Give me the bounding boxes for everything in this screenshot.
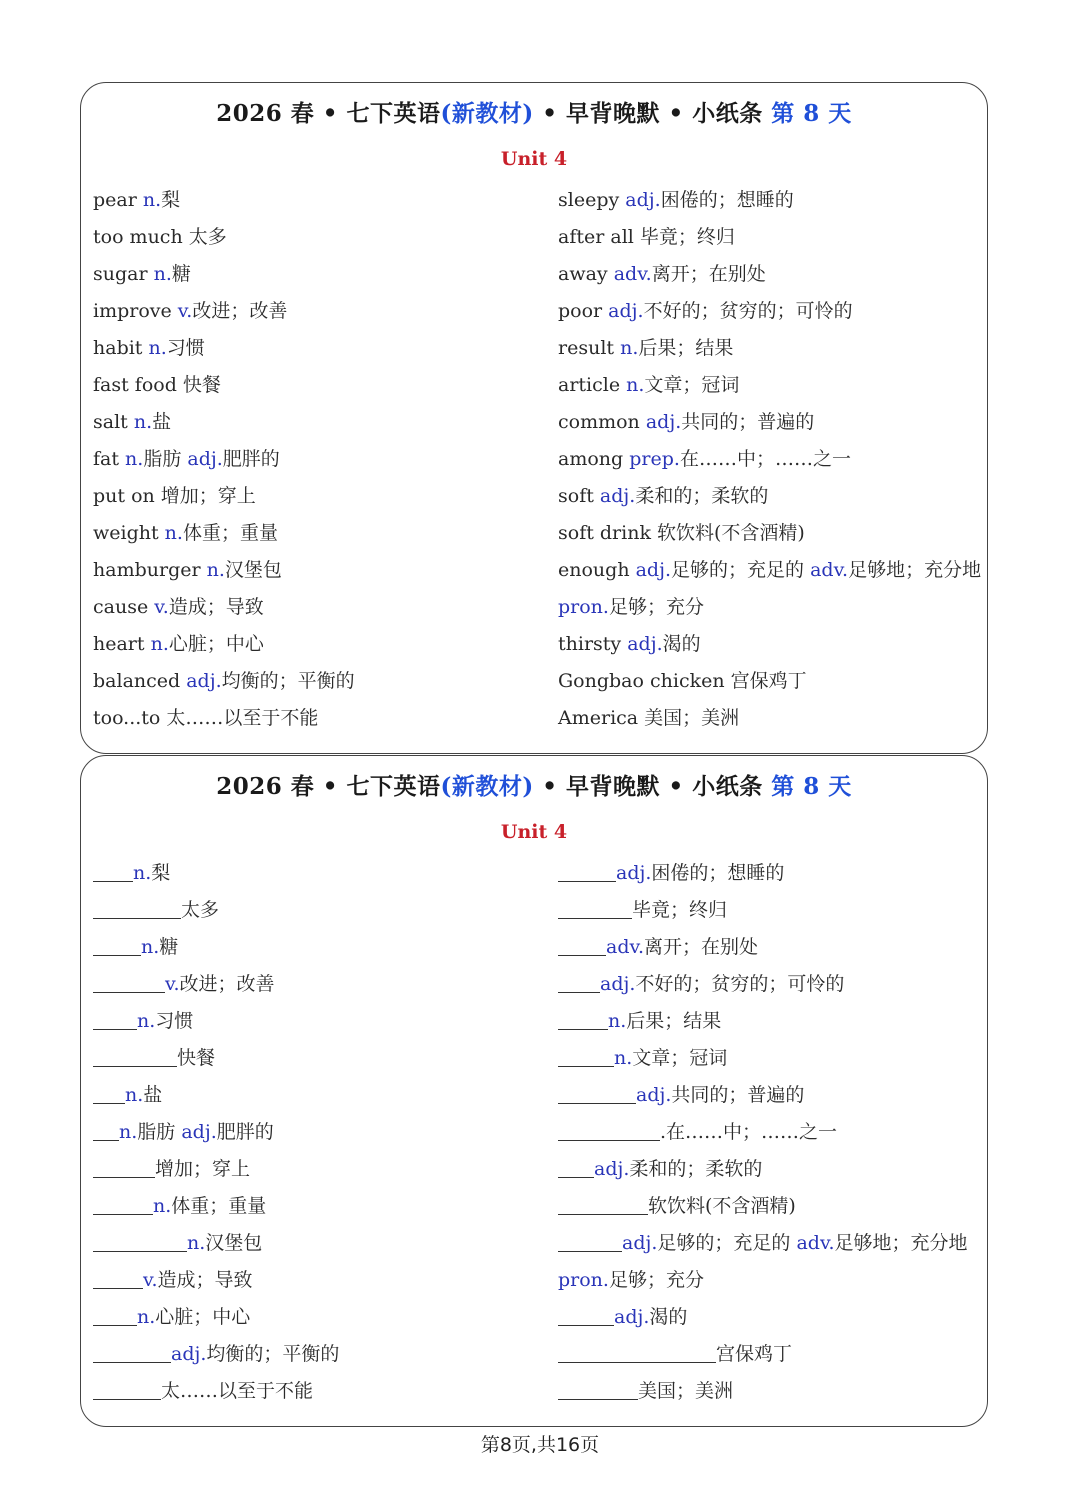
card-title: 2026 春 • 七下英语(新教材) • 早背晚默 • 小纸条 第 8 天 (216, 100, 852, 127)
quiz-entry (93, 1080, 543, 1117)
answer-blank (558, 1083, 636, 1104)
day-label: 第 8 天 (771, 773, 852, 800)
answer-blank (93, 1268, 143, 1289)
quiz-entry (93, 858, 543, 895)
vocab-entry (558, 666, 998, 703)
unit-label: Unit 4 (500, 148, 568, 170)
chinese-meaning: 足够地；充分地 (834, 1232, 968, 1254)
chinese-meaning: 均衡的；平衡的 (206, 1343, 340, 1365)
chinese-meaning: 毕竟；终归 (632, 899, 728, 921)
chinese-meaning: 太多 (181, 899, 220, 921)
part-of-speech: adj. (645, 411, 682, 433)
english-word: balanced (93, 670, 187, 692)
chinese-meaning: 渴的 (649, 1306, 688, 1328)
part-of-speech: adv. (796, 1232, 835, 1254)
part-of-speech: n. (153, 1195, 172, 1217)
part-of-speech: n. (608, 1010, 627, 1032)
chinese-meaning: 心脏；中心 (155, 1306, 251, 1328)
part-of-speech: v. (143, 1269, 158, 1291)
answer-blank (93, 1342, 171, 1363)
english-word: cause (93, 596, 155, 618)
chinese-meaning: 肥胖的 (216, 1121, 274, 1143)
vocab-entry (93, 555, 543, 592)
chinese-meaning: 足够；充分 (608, 596, 704, 618)
chinese-meaning: 毕竟；终归 (639, 226, 735, 248)
english-word: fast food (93, 374, 183, 396)
part-of-speech: n. (137, 1306, 156, 1328)
quiz-entry (558, 1191, 998, 1228)
answer-blank (93, 1157, 155, 1178)
chinese-meaning: 糖 (171, 263, 191, 285)
english-word: too...to (93, 707, 167, 729)
english-word: article (558, 374, 627, 396)
english-word: too much (93, 226, 189, 248)
card-title: 2026 春 • 七下英语(新教材) • 早背晚默 • 小纸条 第 8 天 (216, 773, 852, 800)
english-word: fat (93, 448, 126, 470)
english-word: weight (93, 522, 165, 544)
part-of-speech: n. (153, 263, 172, 285)
quiz-entry (93, 1191, 543, 1228)
part-of-speech: adj. (636, 1084, 672, 1106)
chinese-meaning: 习惯 (155, 1010, 194, 1032)
quiz-entry (93, 1117, 543, 1154)
chinese-meaning: 汉堡包 (205, 1232, 263, 1254)
quiz-entry (93, 1006, 543, 1043)
quiz-entry (558, 1302, 998, 1339)
english-word: sleepy (558, 189, 626, 211)
chinese-meaning: 足够地；充分地 (848, 559, 982, 581)
quiz-entry (558, 895, 998, 932)
quiz-entry (93, 1265, 543, 1302)
quiz-entry (93, 1302, 543, 1339)
part-of-speech: n. (620, 337, 639, 359)
quiz-list-left (93, 858, 543, 1413)
quiz-entry (558, 1117, 998, 1154)
quiz-entry (558, 1265, 998, 1302)
part-of-speech: adj. (608, 300, 644, 322)
part-of-speech: n. (133, 411, 153, 433)
chinese-meaning: 习惯 (166, 337, 205, 359)
vocab-list-left (93, 185, 543, 740)
vocab-entry (558, 629, 998, 666)
chinese-meaning: 造成；导致 (168, 596, 264, 618)
part-of-speech: v. (177, 300, 193, 322)
vocab-entry (93, 370, 543, 407)
quiz-entry (93, 1043, 543, 1080)
vocab-entry (558, 518, 998, 555)
chinese-meaning: 足够的；充足的 (657, 1232, 797, 1254)
answer-blank (93, 1194, 153, 1215)
answer-blank (558, 1194, 648, 1215)
english-word: among (558, 448, 630, 470)
quiz-entry (558, 1006, 998, 1043)
chinese-meaning: 足够；充分 (608, 1269, 704, 1291)
chinese-meaning: 盐 (152, 411, 172, 433)
part-of-speech: adj. (594, 1158, 630, 1180)
chinese-meaning: 改进；改善 (179, 973, 275, 995)
part-of-speech: n. (206, 559, 225, 581)
answer-blank (558, 1120, 660, 1141)
chinese-meaning: 柔和的；柔软的 (635, 485, 769, 507)
chinese-meaning: 宫保鸡丁 (716, 1343, 793, 1365)
chinese-meaning: 渴的 (662, 633, 701, 655)
english-word: improve (93, 300, 178, 322)
part-of-speech: adj. (171, 1343, 207, 1365)
chinese-meaning: 改进；改善 (192, 300, 288, 322)
chinese-meaning: 心脏；中心 (168, 633, 264, 655)
vocab-entry (93, 444, 543, 481)
vocab-entry (93, 407, 543, 444)
part-of-speech: adj. (181, 1121, 217, 1143)
answer-blank (93, 1305, 137, 1326)
vocab-entry (558, 259, 998, 296)
answer-blank (93, 935, 141, 956)
chinese-meaning: 汉堡包 (224, 559, 282, 581)
part-of-speech: n. (142, 189, 162, 211)
part-of-speech: adj. (627, 633, 663, 655)
part-of-speech: v. (154, 596, 169, 618)
vocab-entry (93, 333, 543, 370)
chinese-meaning: 困倦的；想睡的 (660, 189, 794, 211)
english-word: habit (93, 337, 149, 359)
answer-blank (93, 1379, 161, 1400)
chinese-meaning: 增加；穿上 (155, 1158, 251, 1180)
vocab-entry (558, 592, 998, 629)
answer-blank (93, 1083, 125, 1104)
chinese-meaning: 太……以至于不能 (161, 1380, 314, 1402)
chinese-meaning: 不好的；贫穷的；可怜的 (635, 973, 845, 995)
chinese-meaning: 离开；在别处 (644, 936, 759, 958)
english-word: common (558, 411, 646, 433)
chinese-meaning: 共同的；普遍的 (681, 411, 815, 433)
vocab-entry (93, 222, 543, 259)
part-of-speech: n. (148, 337, 167, 359)
part-of-speech: adv. (613, 263, 652, 285)
part-of-speech: n. (133, 862, 152, 884)
chinese-meaning: 软饮料(不含酒精) (648, 1195, 796, 1217)
answer-blank (558, 1157, 594, 1178)
english-word: after all (558, 226, 640, 248)
chinese-meaning: 后果；结果 (638, 337, 734, 359)
answer-blank (93, 1046, 177, 1067)
chinese-meaning: 均衡的；平衡的 (221, 670, 355, 692)
quiz-entry (558, 1080, 998, 1117)
answer-blank (558, 1342, 716, 1363)
english-word: soft (558, 485, 600, 507)
vocab-entry (93, 592, 543, 629)
vocab-entry (558, 370, 998, 407)
part-of-speech: adj. (187, 448, 223, 470)
answer-blank (558, 1379, 638, 1400)
quiz-entry (93, 1154, 543, 1191)
answer-blank (558, 1046, 614, 1067)
part-of-speech: adj. (622, 1232, 658, 1254)
chinese-meaning: 美国；美洲 (638, 1380, 734, 1402)
chinese-meaning: 脂肪 (143, 448, 188, 470)
vocab-entry (558, 481, 998, 518)
vocab-entry (93, 703, 543, 740)
english-word: America (558, 707, 645, 729)
quiz-entry (558, 1228, 998, 1265)
vocab-entry (558, 555, 998, 592)
answer-blank (93, 861, 133, 882)
chinese-meaning: 快餐 (182, 374, 221, 396)
chinese-meaning: 体重；重量 (182, 522, 278, 544)
vocab-entry (93, 629, 543, 666)
chinese-meaning: 离开；在别处 (651, 263, 766, 285)
english-word: salt (93, 411, 134, 433)
vocab-entry (93, 296, 543, 333)
part-of-speech: adv. (606, 936, 645, 958)
vocab-entry (93, 259, 543, 296)
answer-blank (558, 935, 606, 956)
chinese-meaning: 太多 (188, 226, 227, 248)
vocab-card-quiz (80, 755, 988, 1427)
chinese-meaning: 美国；美洲 (644, 707, 740, 729)
quiz-entry (93, 969, 543, 1006)
part-of-speech: adj. (616, 862, 652, 884)
answer-blank (558, 1231, 622, 1252)
part-of-speech: prep. (629, 448, 680, 470)
part-of-speech: n. (614, 1047, 633, 1069)
english-word: away (558, 263, 614, 285)
chinese-meaning: 后果；结果 (626, 1010, 722, 1032)
chinese-meaning: 柔和的；柔软的 (629, 1158, 763, 1180)
english-word: soft drink (558, 522, 658, 544)
part-of-speech: adj. (600, 973, 636, 995)
quiz-entry (93, 895, 543, 932)
english-word: result (558, 337, 621, 359)
part-of-speech: adj. (599, 485, 636, 507)
vocab-entry (93, 518, 543, 555)
chinese-meaning: 困倦的；想睡的 (651, 862, 785, 884)
chinese-meaning: 体重；重量 (171, 1195, 267, 1217)
chinese-meaning: 足够的；充足的 (671, 559, 811, 581)
chinese-meaning: .在……中；……之一 (660, 1121, 838, 1143)
quiz-entry (558, 858, 998, 895)
answer-blank (558, 898, 632, 919)
quiz-entry (558, 1376, 998, 1413)
answer-blank (93, 972, 165, 993)
part-of-speech: n. (150, 633, 169, 655)
chinese-meaning: 造成；导致 (157, 1269, 253, 1291)
quiz-entry (93, 1376, 543, 1413)
quiz-list-right (558, 858, 998, 1413)
answer-blank (558, 1009, 608, 1030)
chinese-meaning: 增加；穿上 (160, 485, 256, 507)
part-of-speech: n. (626, 374, 645, 396)
chinese-meaning: 文章；冠词 (644, 374, 740, 396)
vocab-entry (558, 222, 998, 259)
quiz-entry (558, 1339, 998, 1376)
chinese-meaning: 共同的；普遍的 (671, 1084, 805, 1106)
part-of-speech: n. (119, 1121, 138, 1143)
chinese-meaning: 太……以至于不能 (166, 707, 319, 729)
vocab-entry (558, 407, 998, 444)
vocab-entry (558, 444, 998, 481)
part-of-speech: n. (141, 936, 160, 958)
vocab-card-answers (80, 82, 988, 754)
quiz-entry (93, 1339, 543, 1376)
part-of-speech: pron. (558, 596, 609, 618)
chinese-meaning: 梨 (151, 862, 171, 884)
chinese-meaning: 不好的；贫穷的；可怜的 (643, 300, 853, 322)
chinese-meaning: 快餐 (177, 1047, 216, 1069)
quiz-entry (558, 1043, 998, 1080)
vocab-entry (93, 185, 543, 222)
answer-blank (93, 1009, 137, 1030)
english-word: put on (93, 485, 161, 507)
chinese-meaning: 脂肪 (137, 1121, 182, 1143)
part-of-speech: adj. (614, 1306, 650, 1328)
english-word: enough (558, 559, 636, 581)
answer-blank (93, 898, 181, 919)
quiz-entry (93, 1228, 543, 1265)
vocab-entry (558, 296, 998, 333)
answer-blank (558, 972, 600, 993)
quiz-entry (93, 932, 543, 969)
english-word: hamburger (93, 559, 207, 581)
vocab-entry (93, 666, 543, 703)
quiz-entry (558, 932, 998, 969)
day-label: 第 8 天 (771, 100, 852, 127)
english-word: thirsty (558, 633, 628, 655)
english-word: heart (93, 633, 151, 655)
part-of-speech: n. (164, 522, 183, 544)
quiz-entry (558, 969, 998, 1006)
chinese-meaning: 宫保鸡丁 (730, 670, 807, 692)
english-word: poor (558, 300, 609, 322)
chinese-meaning: 糖 (159, 936, 179, 958)
answer-blank (93, 1120, 119, 1141)
unit-label: Unit 4 (500, 821, 568, 843)
english-word: sugar (93, 263, 154, 285)
answer-blank (558, 1305, 614, 1326)
part-of-speech: adv. (810, 559, 849, 581)
chinese-meaning: 盐 (143, 1084, 163, 1106)
chinese-meaning: 在……中；……之一 (679, 448, 851, 470)
part-of-speech: n. (125, 1084, 144, 1106)
vocab-list-right (558, 185, 998, 740)
part-of-speech: pron. (558, 1269, 609, 1291)
part-of-speech: n. (125, 448, 144, 470)
part-of-speech: adj. (635, 559, 672, 581)
vocab-entry (93, 481, 543, 518)
part-of-speech: n. (187, 1232, 206, 1254)
vocab-entry (558, 185, 998, 222)
part-of-speech: n. (137, 1010, 156, 1032)
answer-blank (93, 1231, 187, 1252)
page-number: 第8页,共16页 (480, 1434, 600, 1456)
english-word: pear (93, 189, 143, 211)
chinese-meaning: 梨 (161, 189, 181, 211)
english-word: Gongbao chicken (558, 670, 731, 692)
chinese-meaning: 文章；冠词 (632, 1047, 728, 1069)
quiz-entry (558, 1154, 998, 1191)
chinese-meaning: 软饮料(不含酒精) (657, 522, 805, 544)
part-of-speech: adj. (186, 670, 222, 692)
vocab-entry (558, 333, 998, 370)
part-of-speech: v. (165, 973, 180, 995)
chinese-meaning: 肥胖的 (222, 448, 280, 470)
vocab-entry (558, 703, 998, 740)
part-of-speech: adj. (625, 189, 661, 211)
answer-blank (558, 861, 616, 882)
